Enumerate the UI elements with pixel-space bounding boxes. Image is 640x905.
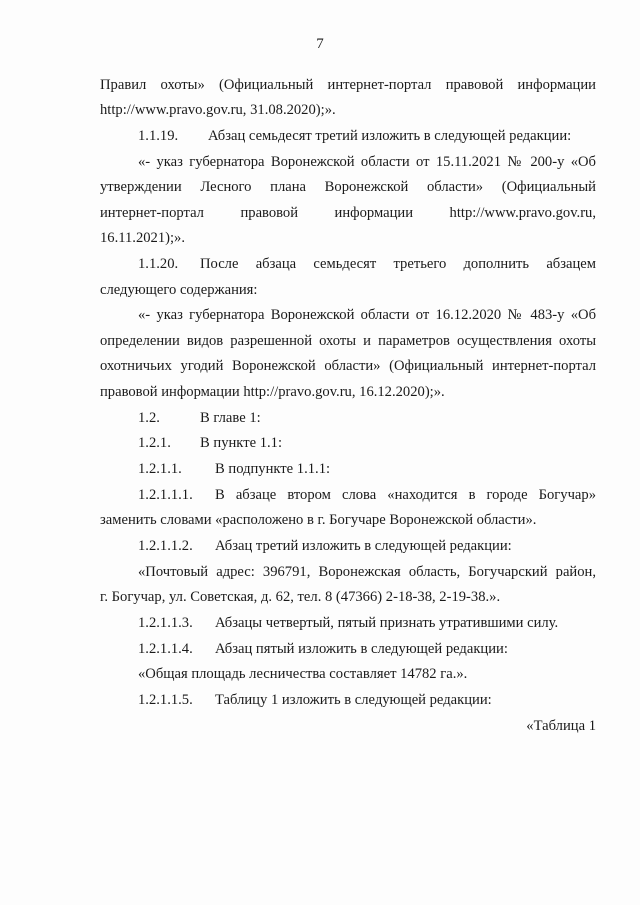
clause-1-1-19 xyxy=(138,127,571,145)
clause-number: 1.2.1.1.3. xyxy=(138,615,193,631)
text-line: утверждении Лесного плана Воронежской области» (Официальный xyxy=(100,179,596,195)
text-line: «- указ губернатора Воронежской области от 16.12.2020 № 483-у «Об xyxy=(138,307,596,323)
clause-number: 1.2.1.1. xyxy=(138,461,182,477)
clause-1-2-1-1-1 xyxy=(138,486,596,504)
text-line: 16.11.2021);». xyxy=(100,230,185,246)
clause-text: Абзацы четвертый, пятый признать утратившими силу. xyxy=(215,615,559,631)
clause-number: 1.2. xyxy=(138,410,160,426)
clause-number: 1.1.20. xyxy=(138,256,179,272)
clause-number: 1.2.1.1.2. xyxy=(138,538,193,554)
text-line: определении видов разрешенной охоты и параметров осуществления охоты xyxy=(100,333,596,349)
text-line: интернет-портал правовой информации http://www.pravo.gov.ru, xyxy=(100,205,596,221)
clause-number: 1.2.1.1.4. xyxy=(138,641,193,657)
text-line: следующего содержания: xyxy=(100,282,258,298)
text-line: «- указ губернатора Воронежской области от 15.11.2021 № 200-у «Об xyxy=(138,154,596,170)
clause-number: 1.2.1.1.5. xyxy=(138,692,193,708)
clause-text: Таблицу 1 изложить в следующей редакции: xyxy=(215,692,492,708)
clause-1-1-20 xyxy=(138,255,596,273)
clause-text: В главе 1: xyxy=(200,410,261,426)
clause-text: Абзац третий изложить в следующей редакции: xyxy=(215,538,512,554)
text-line: «Общая площадь лесничества составляет 14782 га.». xyxy=(138,666,468,682)
text-line: Правил охоты» (Официальный интернет-портал правовой информации xyxy=(100,77,596,93)
clause-text: После абзаца семьдесят третьего дополнить абзацем xyxy=(200,256,596,272)
clause-1-2 xyxy=(138,409,261,427)
clause-text: Абзац семьдесят третий изложить в следующей редакции: xyxy=(208,128,572,144)
clause-text: В абзаце втором слова «находится в городе Богучар» xyxy=(215,487,596,503)
text-line: правовой информации http://pravo.gov.ru, 16.12.2020);». xyxy=(100,384,445,400)
clause-1-2-1-1 xyxy=(138,460,330,478)
clause-1-2-1-1-4 xyxy=(138,640,508,658)
text-line: заменить словами «расположено в г. Богучаре Воронежской области». xyxy=(100,512,537,528)
clause-text: В подпункте 1.1.1: xyxy=(215,461,331,477)
text-line: г. Богучар, ул. Советская, д. 62, тел. 8 (47366) 2-18-38, 2-19-38.». xyxy=(100,589,501,605)
text-line: охотничьих угодий Воронежской области» (Официальный интернет-портал xyxy=(100,358,596,374)
table-caption: «Таблица 1 xyxy=(526,718,596,734)
clause-number: 1.1.19. xyxy=(138,128,179,144)
clause-text: Абзац пятый изложить в следующей редакции: xyxy=(215,641,508,657)
clause-text: В пункте 1.1: xyxy=(200,435,282,451)
clause-1-2-1-1-5 xyxy=(138,691,492,709)
clause-number: 1.2.1.1.1. xyxy=(138,487,193,503)
clause-1-2-1-1-2 xyxy=(138,537,512,555)
clause-1-2-1 xyxy=(138,434,282,452)
text-line: http://www.pravo.gov.ru, 31.08.2020);». xyxy=(100,102,336,118)
clause-number: 1.2.1. xyxy=(138,435,171,451)
text-line: «Почтовый адрес: 396791, Воронежская область, Богучарский район, xyxy=(138,564,596,580)
clause-1-2-1-1-3 xyxy=(138,614,558,632)
page-number: 7 xyxy=(316,36,324,52)
